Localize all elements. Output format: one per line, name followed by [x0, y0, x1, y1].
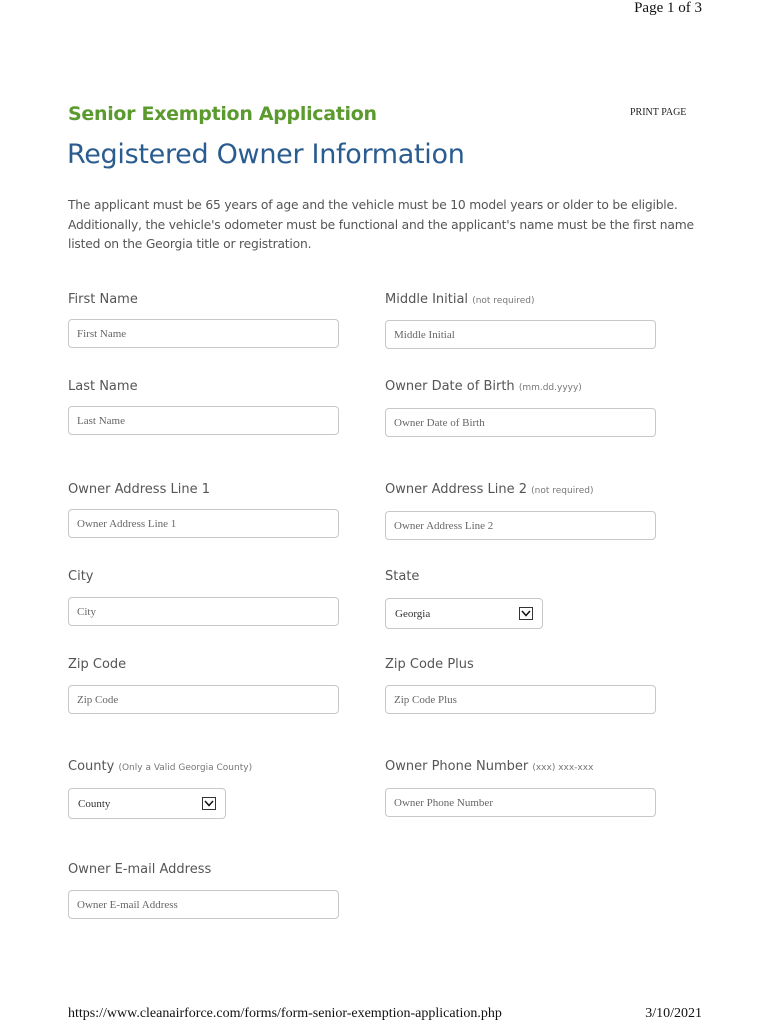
address1-label: Owner Address Line 1 — [68, 482, 210, 497]
print-page-link[interactable]: PRINT PAGE — [630, 107, 687, 118]
last-name-label: Last Name — [68, 379, 138, 394]
zip-label: Zip Code — [68, 657, 127, 672]
page-number: Page 1 of 3 — [634, 0, 702, 16]
first-name-input[interactable] — [68, 319, 339, 348]
zip-input[interactable] — [68, 685, 339, 714]
dob-note: (mm.dd.yyyy) — [518, 383, 582, 393]
middle-initial-note: (not required) — [472, 296, 535, 306]
county-label: County (Only a Valid Georgia County) — [68, 759, 253, 774]
email-label: Owner E-mail Address — [68, 862, 212, 877]
address2-input[interactable] — [385, 511, 656, 540]
address1-input[interactable] — [68, 509, 339, 538]
dob-input[interactable] — [385, 408, 656, 437]
city-input[interactable] — [68, 597, 339, 626]
address2-label: Owner Address Line 2 (not required) — [385, 482, 594, 497]
state-label: State — [385, 569, 420, 584]
city-label: City — [68, 569, 94, 584]
last-name-input[interactable] — [68, 406, 339, 435]
state-selected-value: Georgia — [395, 607, 431, 620]
intro-text: The applicant must be 65 years of age and the vehicle must be 10 model years or older to be eligible. Additionally, the vehicle's odometer must be functional and the applicant's name must be the first name listed on the Georgia title or registration. — [68, 198, 694, 251]
phone-note: (xxx) xxx-xxx — [532, 763, 594, 773]
state-select[interactable] — [385, 598, 543, 629]
chevron-down-icon[interactable] — [202, 797, 216, 810]
dob-label: Owner Date of Birth (mm.dd.yyyy) — [385, 379, 582, 394]
middle-initial-label: Middle Initial (not required) — [385, 292, 535, 307]
footer-url: https://www.cleanairforce.com/forms/form-senior-exemption-application.php — [68, 1006, 502, 1021]
phone-label: Owner Phone Number (xxx) xxx-xxx — [385, 759, 594, 774]
email-input[interactable] — [68, 890, 339, 919]
phone-input[interactable] — [385, 788, 656, 817]
app-title: Senior Exemption Application — [68, 103, 377, 125]
middle-initial-input[interactable] — [385, 320, 656, 349]
footer-date: 3/10/2021 — [645, 1006, 702, 1021]
county-select[interactable] — [68, 788, 226, 819]
address2-note: (not required) — [531, 486, 594, 496]
section-title: Registered Owner Information — [67, 139, 465, 170]
chevron-down-icon[interactable] — [519, 607, 533, 620]
first-name-label: First Name — [68, 292, 138, 307]
county-note: (Only a Valid Georgia County) — [118, 763, 253, 773]
zip-plus-input[interactable] — [385, 685, 656, 714]
county-selected-value: County — [78, 797, 111, 810]
zip-plus-label: Zip Code Plus — [385, 657, 474, 672]
